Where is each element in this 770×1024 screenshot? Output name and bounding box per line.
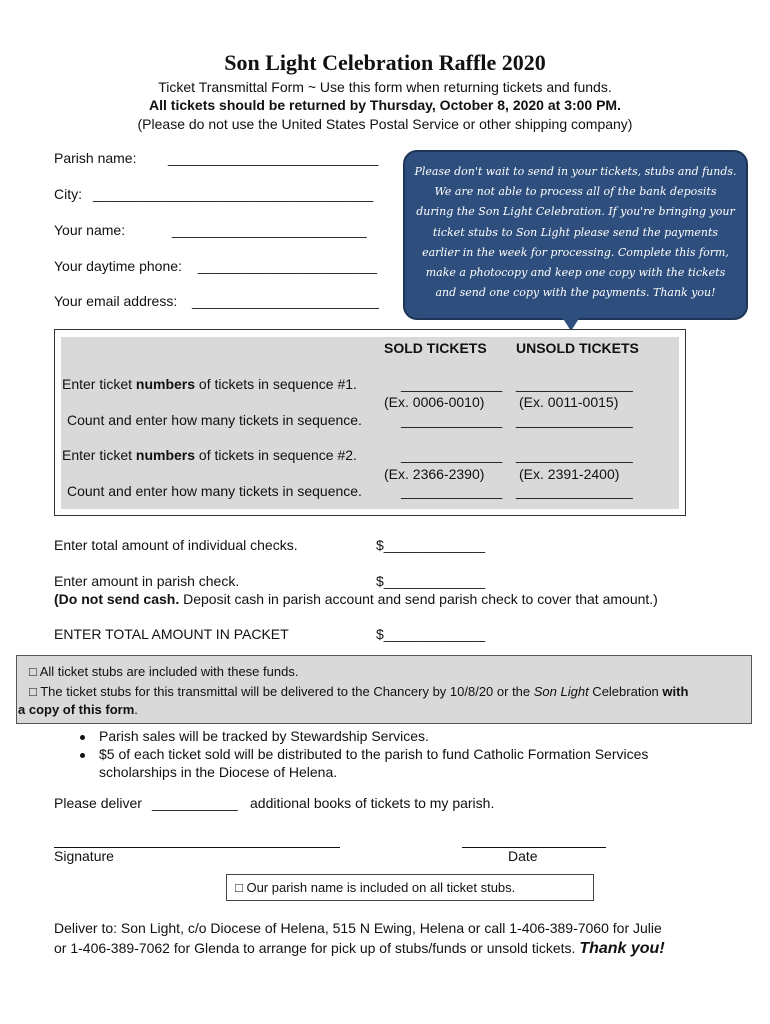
sequence-1-unsold-example: (Ex. 0011-0015)	[519, 394, 619, 410]
sequence-1-bold: numbers	[135, 376, 196, 392]
sequence-2-suffix: of tickets in sequence #2.	[195, 447, 357, 463]
reminder-callout	[403, 150, 748, 320]
bullet-dot	[80, 753, 85, 758]
daytime-phone-label: Your daytime phone:	[54, 258, 182, 274]
sequence-1-unsold-numbers-field[interactable]: _______________	[516, 376, 633, 392]
delivery-instructions-line1: Deliver to: Son Light, c/o Diocese of Helena, 515 N Ewing, Helena or call 1-406-389-7060 for Julie	[54, 920, 662, 936]
thank-you: Thank you!	[579, 940, 665, 957]
bullet-distribution-line1: $5 of each ticket sold will be distributed to the parish to fund Catholic Formation Services	[99, 746, 649, 762]
celebration-text: Celebration	[588, 684, 663, 699]
sequence-1-sold-count-field[interactable]: _____________	[401, 412, 503, 428]
parish-name-label: Parish name:	[54, 150, 137, 166]
delivery-instructions-text: or 1-406-389-7062 for Glenda to arrange for pick up of stubs/funds or unsold tickets.	[54, 940, 576, 956]
sequence-2-count-label: Count and enter how many tickets in sequence.	[67, 483, 362, 499]
cash-warning: (Do not send cash.	[54, 591, 180, 607]
callout-line: We are not able to process all of the bank deposits	[434, 185, 717, 199]
city-field[interactable]: ____________________________________	[93, 186, 374, 202]
bullet-dot	[80, 735, 85, 740]
stubs-delivered-text: □ The ticket stubs for this transmittal will be delivered to the Chancery by 10/8/20 or the	[29, 684, 534, 699]
sequence-2-sold-example: (Ex. 2366-2390)	[384, 466, 485, 482]
individual-checks-label: Enter total amount of individual checks.	[54, 537, 298, 553]
sequence-2-sold-count-field[interactable]: _____________	[401, 483, 503, 499]
sequence-1-suffix: of tickets in sequence #1.	[195, 376, 357, 392]
daytime-phone-field[interactable]: _______________________	[198, 258, 378, 274]
parish-check-label: Enter amount in parish check.	[54, 573, 240, 589]
callout-line: and send one copy with the payments. Thank you!	[435, 286, 716, 300]
stubs-delivered-checkbox[interactable]	[29, 684, 688, 699]
sequence-2-unsold-example: (Ex. 2391-2400)	[519, 466, 620, 482]
signature-label: Signature	[54, 848, 114, 864]
your-name-field[interactable]: _________________________	[172, 222, 367, 238]
date-label: Date	[508, 848, 538, 864]
copy-of-form-bold: a copy of this form	[18, 702, 135, 717]
bullet-stewardship: Parish sales will be tracked by Stewardship Services.	[99, 728, 429, 744]
callout-line: make a photocopy and keep one copy with the tickets	[425, 266, 726, 280]
callout-line: during the Son Light Celebration. If you're bringing your	[416, 205, 735, 219]
cash-instruction-text: Deposit cash in parish account and send parish check to cover that amount.)	[179, 591, 658, 607]
sequence-1-count-label: Count and enter how many tickets in sequence.	[67, 412, 362, 428]
shipping-note: (Please do not use the United States Postal Service or other shipping company)	[137, 116, 633, 132]
additional-books-field[interactable]: ___________	[152, 795, 238, 811]
total-amount-label: ENTER TOTAL AMOUNT IN PACKET	[54, 626, 289, 642]
email-label: Your email address:	[54, 293, 178, 309]
deliver-books-suffix: additional books of tickets to my parish.	[250, 795, 495, 811]
sequence-2-label	[62, 447, 357, 463]
sequence-1-unsold-count-field[interactable]: _______________	[516, 412, 633, 428]
bullet-distribution-line2: scholarships in the Diocese of Helena.	[99, 764, 338, 780]
parish-name-field[interactable]: ___________________________	[168, 150, 379, 166]
with-bold: with	[662, 684, 689, 699]
sequence-2-bold: numbers	[135, 447, 196, 463]
form-title: Son Light Celebration Raffle 2020	[224, 50, 546, 75]
callout-line: earlier in the week for processing. Complete this form,	[422, 245, 729, 259]
sold-tickets-header: SOLD TICKETS	[384, 340, 487, 356]
sequence-1-label	[62, 376, 357, 392]
sequence-2-prefix: Enter ticket	[62, 447, 136, 463]
city-label: City:	[54, 186, 82, 202]
sequence-1-prefix: Enter ticket	[62, 376, 136, 392]
son-light-italic: Son Light	[533, 684, 589, 699]
deliver-books-label: Please deliver	[54, 795, 142, 811]
sequence-2-unsold-count-field[interactable]: _______________	[516, 483, 633, 499]
cash-instruction	[54, 591, 658, 607]
deadline-notice: All tickets should be returned by Thursday, October 8, 2020 at 3:00 PM.	[149, 97, 621, 113]
form-subtitle: Ticket Transmittal Form ~ Use this form when returning tickets and funds.	[158, 79, 612, 95]
unsold-tickets-header: UNSOLD TICKETS	[516, 340, 639, 356]
sequence-2-sold-numbers-field[interactable]: _____________	[401, 447, 503, 463]
total-amount-field[interactable]: $_____________	[376, 626, 486, 642]
callout-line: Please don't wait to send in your tickets, stubs and funds.	[414, 165, 737, 178]
sequence-1-sold-example: (Ex. 0006-0010)	[384, 394, 485, 410]
delivery-instructions-line2	[54, 940, 665, 958]
copy-of-form-line	[18, 702, 138, 717]
sequence-2-unsold-numbers-field[interactable]: _______________	[516, 447, 633, 463]
individual-checks-amount-field[interactable]: $_____________	[376, 537, 486, 553]
email-field[interactable]: ________________________	[192, 293, 379, 309]
your-name-label: Your name:	[54, 222, 126, 238]
sequence-1-sold-numbers-field[interactable]: _____________	[401, 376, 503, 392]
callout-line: ticket stubs to Son Light please send the payments	[432, 225, 719, 239]
copy-of-form-period: .	[134, 702, 138, 717]
stubs-included-checkbox[interactable]: □ All ticket stubs are included with these funds.	[29, 664, 299, 679]
parish-check-amount-field[interactable]: $_____________	[376, 573, 486, 589]
parish-name-stubs-checkbox[interactable]: □ Our parish name is included on all ticket stubs.	[235, 880, 516, 895]
